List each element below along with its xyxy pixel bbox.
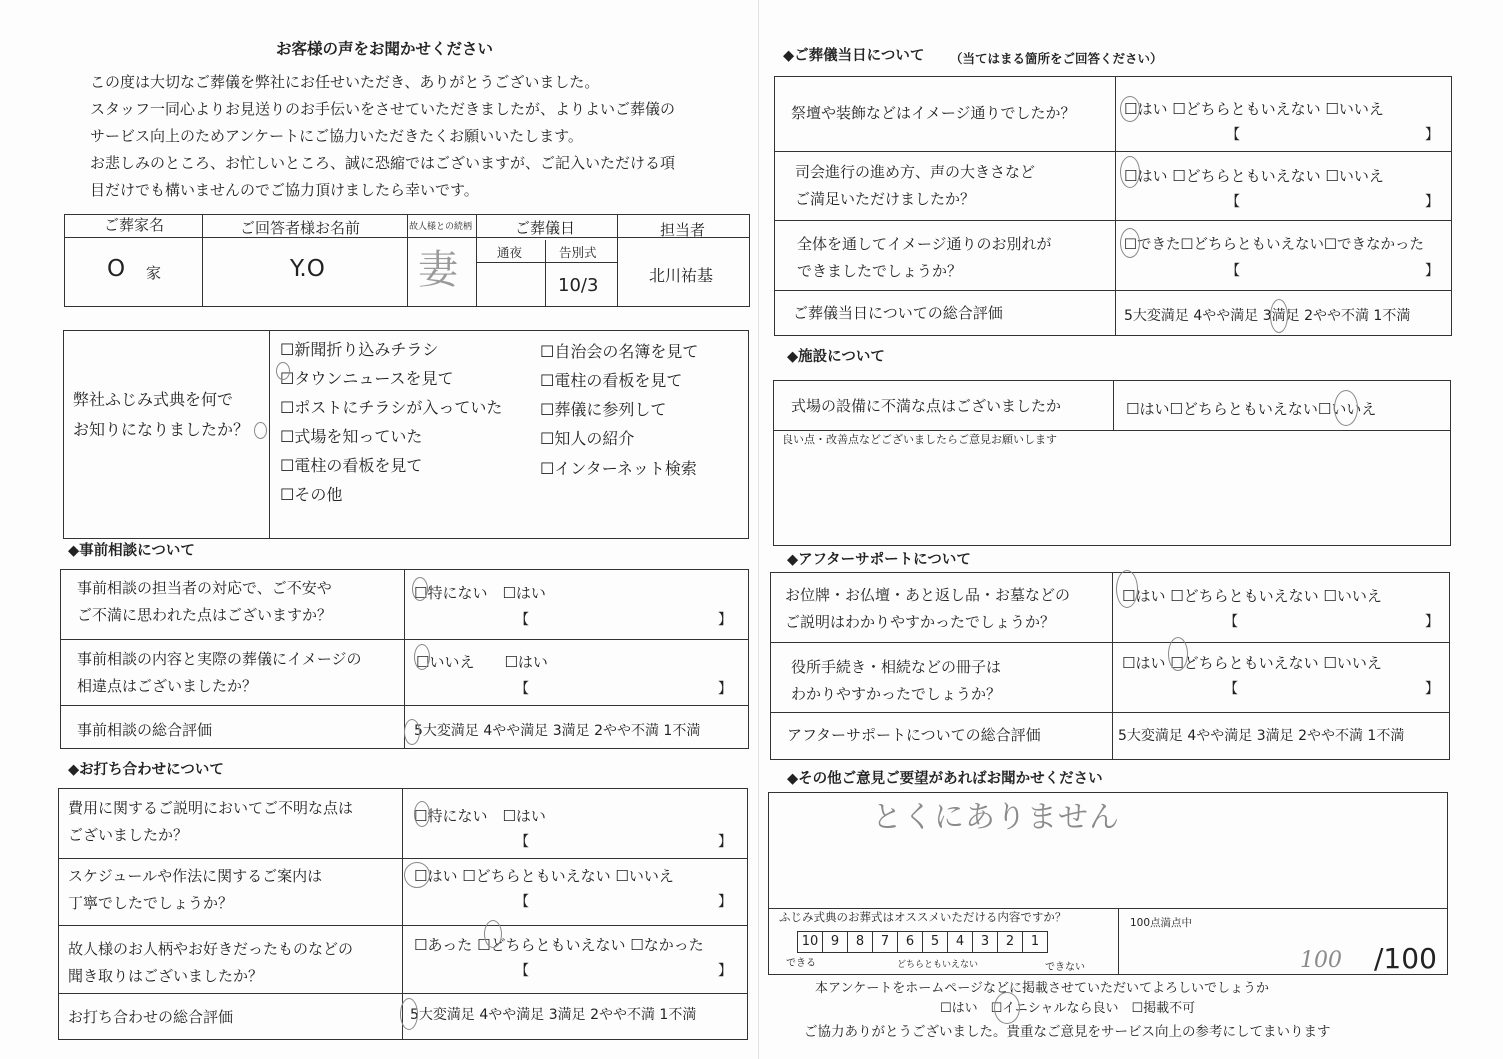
day-q2-line-2: ご満足いただけましたか？ xyxy=(795,190,976,208)
bracket-close: 】 xyxy=(1425,614,1439,630)
after-q2-line-2: わかりやすかったでしょうか？ xyxy=(791,685,1002,703)
mark-circle xyxy=(404,862,430,888)
after-q3: アフターサポートについての総合評価 xyxy=(787,726,1041,744)
intro-line-5: 目だけでも構いませんのでご協力頂けましたら幸いです。 xyxy=(90,181,479,199)
facility-q1-options[interactable]: ☐はい☐どちらともいえない☐いいえ xyxy=(1126,400,1377,418)
thanks-message: ご協力ありがとうございました。貴重なご意見をサービス向上の参考にしてまいります xyxy=(804,1024,1331,1040)
mark-circle xyxy=(414,644,430,670)
pre-q1-options[interactable]: ☐特にない ☐はい xyxy=(414,584,546,602)
after-q1-line-1: お位牌・お仏壇・あと返し品・お墓などの xyxy=(785,586,1071,604)
source-option[interactable]: ☐インターネット検索 xyxy=(540,459,697,478)
pre-consult-heading: ◆事前相談について xyxy=(68,543,195,559)
recommend-question: ふじみ式典のお葬式はオススメいただける内容ですか？ xyxy=(779,910,1067,924)
bracket-open: 【 xyxy=(1226,194,1240,210)
facility-q1: 式場の設備に不満な点はございましたか xyxy=(791,397,1062,415)
day-q1-options[interactable]: ☐はい ☐どちらともいえない ☐いいえ xyxy=(1124,100,1384,118)
respondent-value: Y.O xyxy=(290,256,325,282)
meeting-q3-line-1: 故人様のお人柄やお好きだったものなどの xyxy=(68,940,354,958)
scale-cell[interactable]: 1 xyxy=(1030,934,1040,949)
source-question-line-1: 弊社ふじみ式典を何で xyxy=(73,390,234,409)
bracket-open: 【 xyxy=(515,834,529,850)
mark-circle xyxy=(414,801,430,827)
source-option[interactable]: ☐ポストにチラシが入っていた xyxy=(280,398,503,417)
day-q1: 祭壇や装飾などはイメージ通りでしたか？ xyxy=(791,104,1076,122)
bracket-open: 【 xyxy=(515,963,529,979)
bracket-close: 】 xyxy=(718,612,732,628)
intro-line-4: お悲しみのところ、お忙しいところ、誠に恐縮ではございますが、ご記入いただける項 xyxy=(90,154,676,172)
scale-cell[interactable]: 3 xyxy=(973,932,998,952)
scale-cell[interactable]: 9 xyxy=(823,932,848,952)
score-label: 100点満点中 xyxy=(1130,917,1193,929)
mark-circle xyxy=(404,719,420,745)
bracket-close: 】 xyxy=(1425,127,1439,143)
pre-q2-line-1: 事前相談の内容と実際の葬儀にイメージの xyxy=(77,650,362,668)
mark-circle xyxy=(1120,156,1140,188)
farewell-header: 告別式 xyxy=(559,245,597,260)
bracket-open: 【 xyxy=(1226,263,1240,279)
bracket-close: 】 xyxy=(1425,681,1439,697)
score-max: /100 xyxy=(1374,942,1437,975)
intro-line-3: サービス向上のためアンケートにご協力いただきたくお願いいたします。 xyxy=(90,127,583,145)
relation-header: 故人様との続柄 xyxy=(409,222,473,232)
bracket-close: 】 xyxy=(718,681,732,697)
bracket-open: 【 xyxy=(515,894,529,910)
scale-cell[interactable]: 5 xyxy=(923,932,948,952)
mark-circle xyxy=(1120,228,1140,258)
scale-cell[interactable]: 7 xyxy=(873,932,898,952)
source-option[interactable]: ☐その他 xyxy=(280,485,343,504)
meeting-rating[interactable]: 5大変満足 4やや満足 3満足 2やや不満 1不満 xyxy=(410,1007,697,1023)
day-q3-line-2: できましたでしょうか？ xyxy=(797,262,963,280)
scale-cell[interactable]: 10 xyxy=(798,932,823,952)
family-suffix: 家 xyxy=(146,264,162,282)
intro-line-2: スタッフ一同心よりお見送りのお手伝いをさせていただきましたが、よりよいご葬儀の xyxy=(90,100,676,118)
mark-circle xyxy=(412,577,428,601)
scale-right-label: できない xyxy=(1045,962,1085,973)
pre-q1-line-2: ご不満に思われた点はございますか？ xyxy=(77,606,333,624)
day-heading-note: （当てはまる箇所をご回答ください） xyxy=(950,51,1163,66)
bracket-close: 】 xyxy=(1425,194,1439,210)
source-option[interactable]: ☐自治会の名簿を見て xyxy=(540,342,699,361)
scale-cell[interactable]: 8 xyxy=(848,932,873,952)
handwritten-comment: とくにありません xyxy=(872,800,1120,835)
day-q3-line-1: 全体を通してイメージ通りのお別れが xyxy=(797,235,1052,253)
farewell-value: 10/3 xyxy=(558,275,599,296)
other-heading: ◆その他ご意見ご要望があればお聞かせください xyxy=(787,771,1103,787)
pre-q3: 事前相談の総合評価 xyxy=(77,721,213,739)
meeting-q1-options[interactable]: ☐特にない ☐はい xyxy=(414,807,546,825)
facility-comment-label: 良い点・改善点などございましたらご意見お願いします xyxy=(782,433,1057,446)
meeting-q1-line-1: 費用に関するご説明においてご不明な点は xyxy=(68,799,354,817)
day-q2-options[interactable]: ☐はい ☐どちらともいえない ☐いいえ xyxy=(1124,167,1384,185)
score-value[interactable]: 100 xyxy=(1300,948,1342,973)
meeting-q3-options[interactable]: ☐あった ☐どちらともいえない ☐なかった xyxy=(414,936,704,954)
staff-value: 北川祐基 xyxy=(649,266,714,285)
mark-circle xyxy=(400,998,418,1030)
scale-left-label: できる xyxy=(786,958,816,969)
intro-line-1: この度は大切なご葬儀を弊社にお任せいただき、ありがとうございました。 xyxy=(90,73,600,91)
facility-heading: ◆施設について xyxy=(787,349,885,365)
source-option[interactable]: ☐電柱の看板を見て xyxy=(540,371,683,390)
recommend-scale xyxy=(797,931,1048,953)
bracket-close: 】 xyxy=(718,834,732,850)
mark-circle xyxy=(276,362,290,380)
day-q3-options[interactable]: ☐できた☐どちらともいえない☐できなかった xyxy=(1124,237,1424,253)
pre-q2-options[interactable]: ☐いいえ ☐はい xyxy=(416,653,548,671)
wake-header: 通夜 xyxy=(497,245,523,260)
mark-circle xyxy=(1270,299,1288,333)
bracket-close: 】 xyxy=(718,963,732,979)
mark-circle xyxy=(254,422,267,439)
day-q4: ご葬儀当日についての総合評価 xyxy=(793,304,1003,322)
source-option[interactable]: ☐タウンニュースを見て xyxy=(280,369,454,388)
survey-title: お客様の声をお聞かせください xyxy=(276,40,494,58)
pre-q2-line-2: 相違点はございましたか？ xyxy=(77,677,258,695)
day-q2-line-1: 司会進行の進め方、声の大きさなど xyxy=(795,163,1036,181)
after-q1-line-2: ご説明はわかりやすかったでしょうか？ xyxy=(785,613,1056,631)
bracket-open: 【 xyxy=(1224,681,1238,697)
meeting-q1-line-2: ございましたか？ xyxy=(68,826,189,844)
pre-q1-line-1: 事前相談の担当者の対応で、ご不安や xyxy=(77,579,332,597)
bracket-close: 】 xyxy=(1425,263,1439,279)
relation-value: 妻 xyxy=(418,247,458,293)
meeting-heading: ◆お打ち合わせについて xyxy=(68,762,224,778)
mark-circle xyxy=(1120,96,1140,122)
scale-cell[interactable]: 6 xyxy=(898,932,923,952)
pre-rating[interactable]: 5大変満足 4やや満足 3満足 2やや不満 1不満 xyxy=(414,723,701,739)
source-option[interactable]: ☐新聞折り込みチラシ xyxy=(280,340,439,359)
publish-options[interactable]: ☐はい ☐イニシャルなら良い ☐掲載不可 xyxy=(940,1001,1196,1016)
after-q2-options[interactable]: ☐はい ☐どちらともいえない ☐いいえ xyxy=(1122,654,1382,672)
bracket-open: 【 xyxy=(515,612,529,628)
bracket-close: 】 xyxy=(718,894,732,910)
day-heading: ◆ご葬儀当日について xyxy=(783,48,925,64)
mark-circle xyxy=(1334,390,1358,426)
after-rating[interactable]: 5大変満足 4やや満足 3満足 2やや不満 1不満 xyxy=(1118,728,1405,744)
mark-circle xyxy=(1116,570,1138,608)
day-rating[interactable]: 5大変満足 4やや満足 3満足 2やや不満 1不満 xyxy=(1124,308,1411,324)
respondent-header: ご回答者様お名前 xyxy=(240,219,361,237)
source-option[interactable]: ☐式場を知っていた xyxy=(280,427,423,446)
bracket-open: 【 xyxy=(1226,127,1240,143)
mark-circle xyxy=(994,992,1020,1024)
after-heading: ◆アフターサポートについて xyxy=(787,552,971,568)
bracket-open: 【 xyxy=(1224,614,1238,630)
mark-circle xyxy=(1168,637,1188,671)
staff-header: 担当者 xyxy=(660,221,706,239)
scale-cell[interactable]: 2 xyxy=(998,932,1023,952)
meeting-q2-options[interactable]: ☐はい ☐どちらともいえない ☐いいえ xyxy=(414,867,674,885)
scale-cell[interactable]: 4 xyxy=(948,932,973,952)
source-question-line-2: お知りになりましたか？ xyxy=(73,420,250,439)
after-q1-options[interactable]: ☐はい ☐どちらともいえない ☐いいえ xyxy=(1122,587,1382,605)
meeting-q2-line-1: スケジュールや作法に関するご案内は xyxy=(68,867,323,885)
meeting-q3-line-2: 聞き取りはございましたか？ xyxy=(68,967,264,985)
after-q2-line-1: 役所手続き・相続などの冊子は xyxy=(791,658,1002,676)
family-header: ご葬家名 xyxy=(104,216,165,234)
publish-question: 本アンケートをホームページなどに掲載させていただいてよろしいでしょうか xyxy=(815,981,1269,996)
page-fold xyxy=(758,0,759,1059)
scale-mid-label: どちらともいえない xyxy=(897,960,979,970)
bracket-open: 【 xyxy=(515,681,529,697)
family-value: O xyxy=(107,256,126,282)
funeral-date-header: ご葬儀日 xyxy=(515,219,576,237)
source-option[interactable]: ☐葬儀に参列して xyxy=(540,400,667,419)
source-option[interactable]: ☐知人の紹介 xyxy=(540,429,635,448)
mark-circle xyxy=(484,920,502,948)
meeting-q4: お打ち合わせの総合評価 xyxy=(68,1008,234,1026)
source-option[interactable]: ☐電柱の看板を見て xyxy=(280,456,423,475)
meeting-q2-line-2: 丁寧でしたでしょうか？ xyxy=(68,894,234,912)
